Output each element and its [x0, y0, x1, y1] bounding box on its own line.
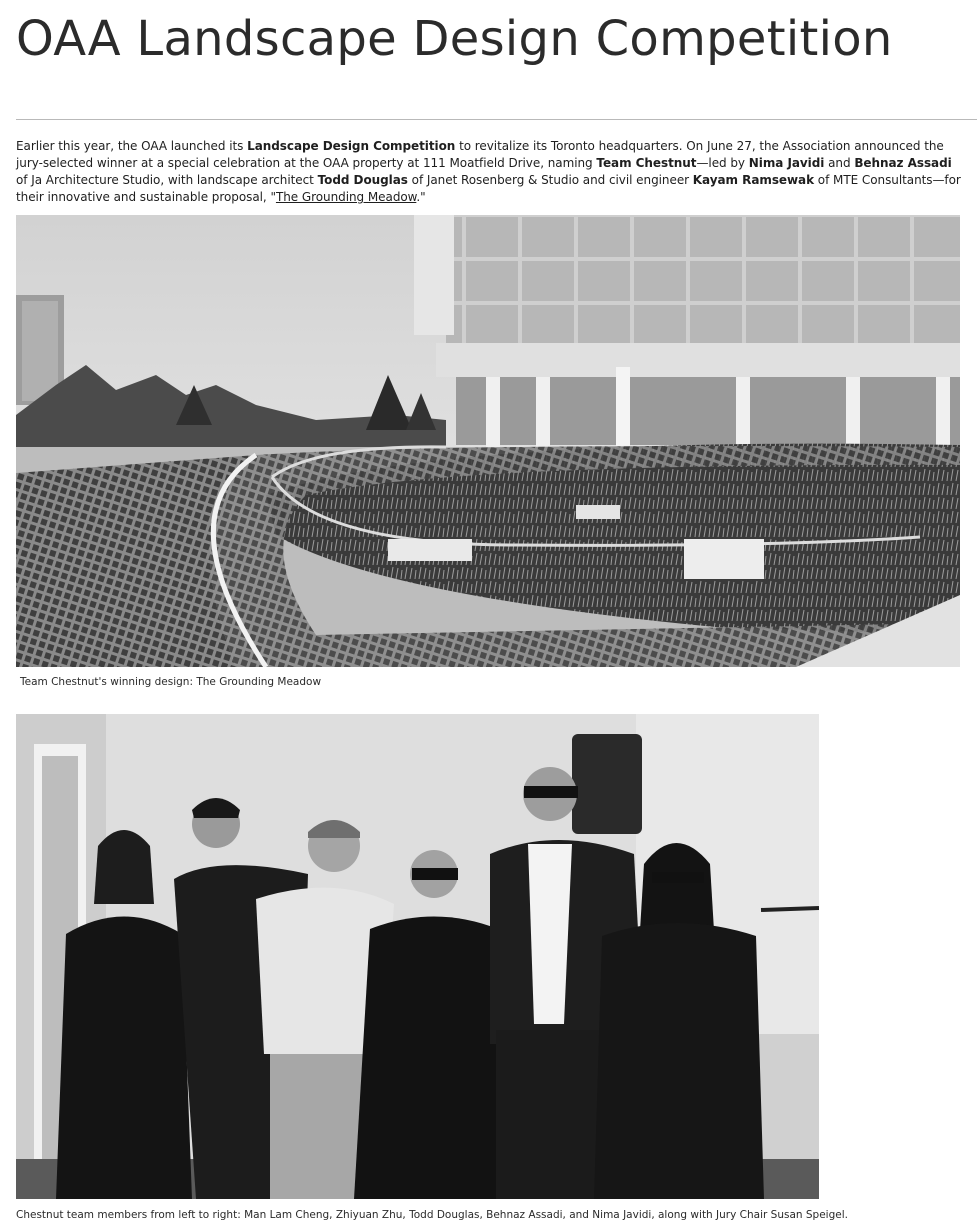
intro-text: to revitalize its Toronto headquarters. On June 27, the Association announced the jury-selected winner at a special celebration at the OAA property at 111 Moatfield Drive, naming	[16, 139, 944, 170]
intro-text: —led by	[696, 156, 749, 170]
intro-text: and	[824, 156, 855, 170]
intro-text: of MTE Consultants—for their innovative and sustainable proposal, "	[16, 173, 961, 204]
intro-text: of Ja Architecture Studio, with landscape architect	[16, 173, 318, 187]
intro-bold-person: Kayam Ramsewak	[692, 173, 815, 187]
title-divider	[16, 119, 977, 120]
intro-bold-competition: Landscape Design Competition	[247, 139, 456, 153]
intro-text: Earlier this year, the OAA launched its	[16, 139, 248, 153]
landscape-illustration	[16, 215, 960, 667]
team-photo-image	[16, 714, 819, 1199]
grounding-meadow-link[interactable]: The Grounding Meadow	[275, 190, 417, 204]
team-photo-illustration	[16, 714, 819, 1199]
intro-bold-person: Behnaz Assadi	[854, 156, 952, 170]
landscape-design-image	[16, 215, 960, 667]
intro-bold-person: Nima Javidi	[748, 156, 825, 170]
intro-paragraph	[16, 138, 966, 206]
page-title: OAA Landscape Design Competition	[16, 11, 893, 67]
landscape-image-caption: Team Chestnut's winning design: The Grounding Meadow	[20, 676, 322, 688]
intro-text: of Janet Rosenberg & Studio and civil engineer	[407, 173, 693, 187]
intro-bold-team: Team Chestnut	[596, 156, 697, 170]
intro-bold-person: Todd Douglas	[317, 173, 408, 187]
team-photo-caption: Chestnut team members from left to right: Man Lam Cheng, Zhiyuan Zhu, Todd Douglas, Behnaz Assadi, and Nima Javidi, along with Jury Chair Susan Speigel.	[16, 1209, 848, 1221]
intro-text: ."	[416, 190, 426, 204]
